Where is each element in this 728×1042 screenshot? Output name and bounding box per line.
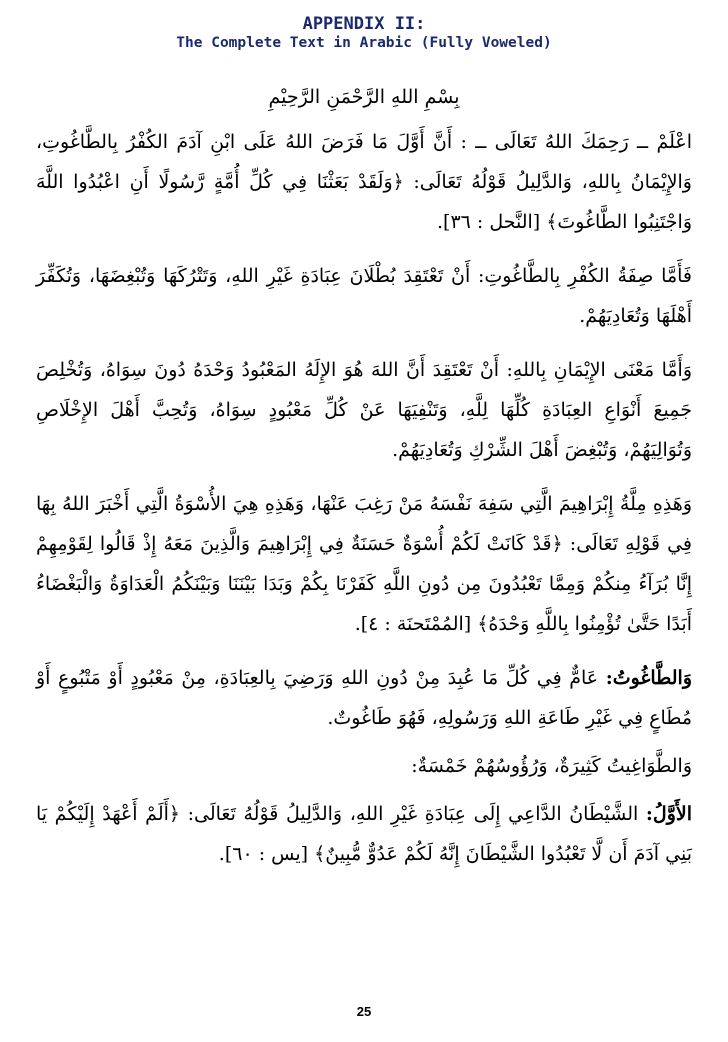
paragraph-intro: اعْلَمْ ــ رَحِمَكَ اللهُ تَعَالَى ــ : أَنَّ أَوَّلَ مَا فَرَضَ اللهُ عَلَى ابْنِ آدَمَ الكُفْرُ بِالطَّاغُوتِ، وَالإِيْمَانُ بِاللهِ، وَالدَّلِيلُ قَوْلُهُ تَعَالَى: ﴿وَلَقَدْ بَعَثْنَا فِي كُلِّ أُمَّةٍ رَّسُولًا أَنِ اعْبُدُوا اللَّهَ وَاجْتَنِبُوا الطَّاغُوتَ﴾ [النَّحل : ٣٦]. — [36, 131, 692, 233]
page-header — [0, 14, 728, 52]
paragraph-first-head — [36, 794, 692, 874]
taghut-lead: وَالطَّاغُوتُ: — [605, 667, 692, 689]
paragraph-tawaghit-heads: وَالطَّوَاغِيتُ كَثِيرَةٌ، وَرُؤُوسُهُمْ خَمْسَةٌ: — [411, 755, 692, 777]
appendix-title: APPENDIX II: — [302, 14, 426, 34]
first-head-lead: الأَوَّلُ: — [645, 803, 692, 825]
arabic-text-body — [36, 122, 692, 888]
page-number: 25 — [356, 1004, 372, 1019]
basmala: بِسْمِ اللهِ الرَّحْمَنِ الرَّحِيْمِ — [268, 86, 460, 108]
first-head-text: الشَّيْطَانُ الدَّاعِي إِلَى عِبَادَةِ غَيْرِ اللهِ، وَالدَّلِيلُ قَوْلُهُ تَعَالَى: ﴿أَلَمْ أَعْهَدْ إِلَيْكُمْ يَا بَنِي آدَمَ أَن لَّا تَعْبُدُوا الشَّيْطَانَ إِنَّهُ لَكُمْ عَدُوٌّ مُّبِينٌ﴾ [يس : ٦٠]. — [36, 803, 692, 865]
paragraph-disbelief-in-taghut: فَأَمَّا صِفَةُ الكُفْرِ بِالطَّاغُوتِ: أَنْ تَعْتَقِدَ بُطْلَانَ عِبَادَةِ غَيْرِ اللهِ، وَتَتْرُكَهَا وَتُبْغِضَهَا، وَتُكَفِّرَ أَهْلَهَا وَتُعَادِيَهُمْ. — [36, 265, 692, 327]
taghut-definition-text: عَامٌّ فِي كُلِّ مَا عُبِدَ مِنْ دُونِ اللهِ وَرَضِيَ بِالعِبَادَةِ، مِنْ مَعْبُودٍ أَوْ مَتْبُوعٍ أَوْ مُطَاعٍ فِي غَيْرِ طَاعَةِ اللهِ وَرَسُولِهِ، فَهُوَ طَاغُوتٌ. — [36, 667, 692, 729]
paragraph-millah-ibrahim: وَهَذِهِ مِلَّةُ إِبْرَاهِيمَ الَّتِي سَفِهَ نَفْسَهُ مَنْ رَغِبَ عَنْهَا، وَهَذِهِ هِيَ الأُسْوَةُ الَّتِي أَخْبَرَ اللهُ بِهَا فِي قَوْلِهِ تَعَالَى: ﴿قَدْ كَانَتْ لَكُمْ أُسْوَةٌ حَسَنَةٌ فِي إِبْرَاهِيمَ وَالَّذِينَ مَعَهُ إِذْ قَالُوا لِقَوْمِهِمْ إِنَّا بُرَآءُ مِنكُمْ وَمِمَّا تَعْبُدُونَ مِن دُونِ اللَّهِ كَفَرْنَا بِكُمْ وَبَدَا بَيْنَنَا وَبَيْنَكُمُ الْعَدَاوَةُ وَالْبَغْضَاءُ أَبَدًا حَتَّىٰ تُؤْمِنُوا بِاللَّهِ وَحْدَهُ﴾ [المُمْتَحنَة : ٤]. — [36, 493, 692, 635]
paragraph-belief-in-allah: وَأَمَّا مَعْنَى الإِيْمَانِ بِاللهِ: أَنْ تَعْتَقِدَ أَنَّ اللهَ هُوَ الإِلَهُ المَعْبُودُ وَحْدَهُ دُونَ سِوَاهُ، وَتُخْلِصَ جَمِيعَ أَنْوَاعِ العِبَادَةِ كُلِّهَا لِلَّهِ، وَتَنْفِيَهَا عَنْ كُلِّ مَعْبُودٍ سِوَاهُ، وَتُحِبَّ أَهْلَ الإِخْلَاصِ وَتُوَالِيَهُمْ، وَتُبْغِضَ أَهْلَ الشِّرْكِ وَتُعَادِيَهُمْ. — [36, 359, 692, 461]
appendix-subtitle: The Complete Text in Arabic (Fully Voweled) — [176, 35, 552, 51]
paragraph-taghut-definition — [36, 658, 692, 738]
